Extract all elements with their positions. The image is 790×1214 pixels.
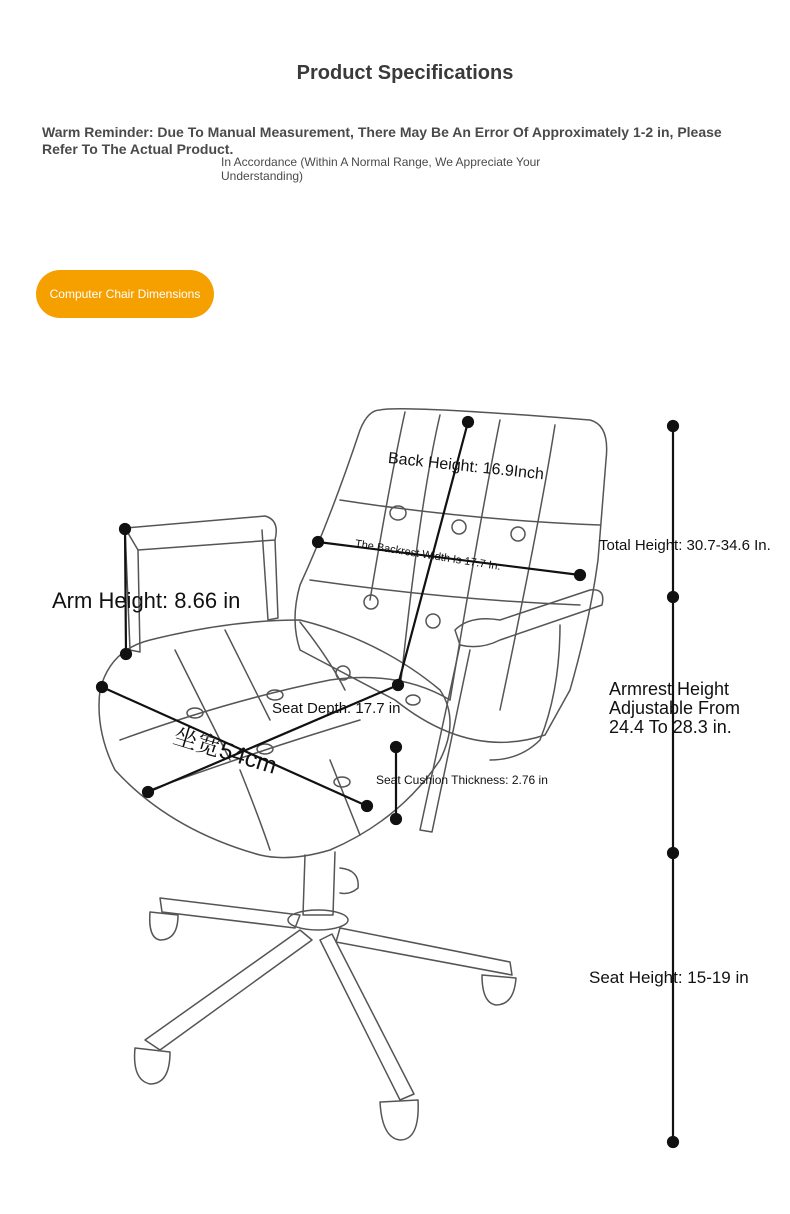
seat-depth-label: Seat Depth: 17.7 in xyxy=(272,700,401,717)
back-width-label: The Backrest Width Is 17.7 In. xyxy=(354,538,502,573)
cushion-thickness-label: Seat Cushion Thickness: 2.76 in xyxy=(376,773,548,787)
page-title: Product Specifications xyxy=(296,62,514,84)
arm-height-label: Arm Height: 8.66 in xyxy=(52,588,241,613)
warm-reminder-text: Warm Reminder: Due To Manual Measurement, There May Be An Error Of Approximately 1-2 in, Please Refer To The Actual Product. xyxy=(42,124,722,157)
section-badge: Computer Chair Dimensions xyxy=(36,270,214,318)
back-height-label: Back Height: 16.9Inch xyxy=(387,450,545,484)
chair-base xyxy=(160,898,300,928)
armrest-adjustable-label: Armrest Height Adjustable From 24.4 To 28.3 in. xyxy=(609,679,741,737)
total-height-label: Total Height: 30.7-34.6 In. xyxy=(599,537,771,554)
caster xyxy=(380,1100,418,1140)
seat-width-label: 坐宽54cm xyxy=(170,722,280,780)
seat-height-label: Seat Height: 15-19 in xyxy=(589,968,749,987)
caster xyxy=(482,975,516,1005)
caster xyxy=(135,1048,170,1084)
accordance-note: In Accordance (Within A Normal Range, We Appreciate Your Understanding) xyxy=(221,155,541,183)
left-armrest xyxy=(125,516,276,550)
caster xyxy=(150,912,178,940)
